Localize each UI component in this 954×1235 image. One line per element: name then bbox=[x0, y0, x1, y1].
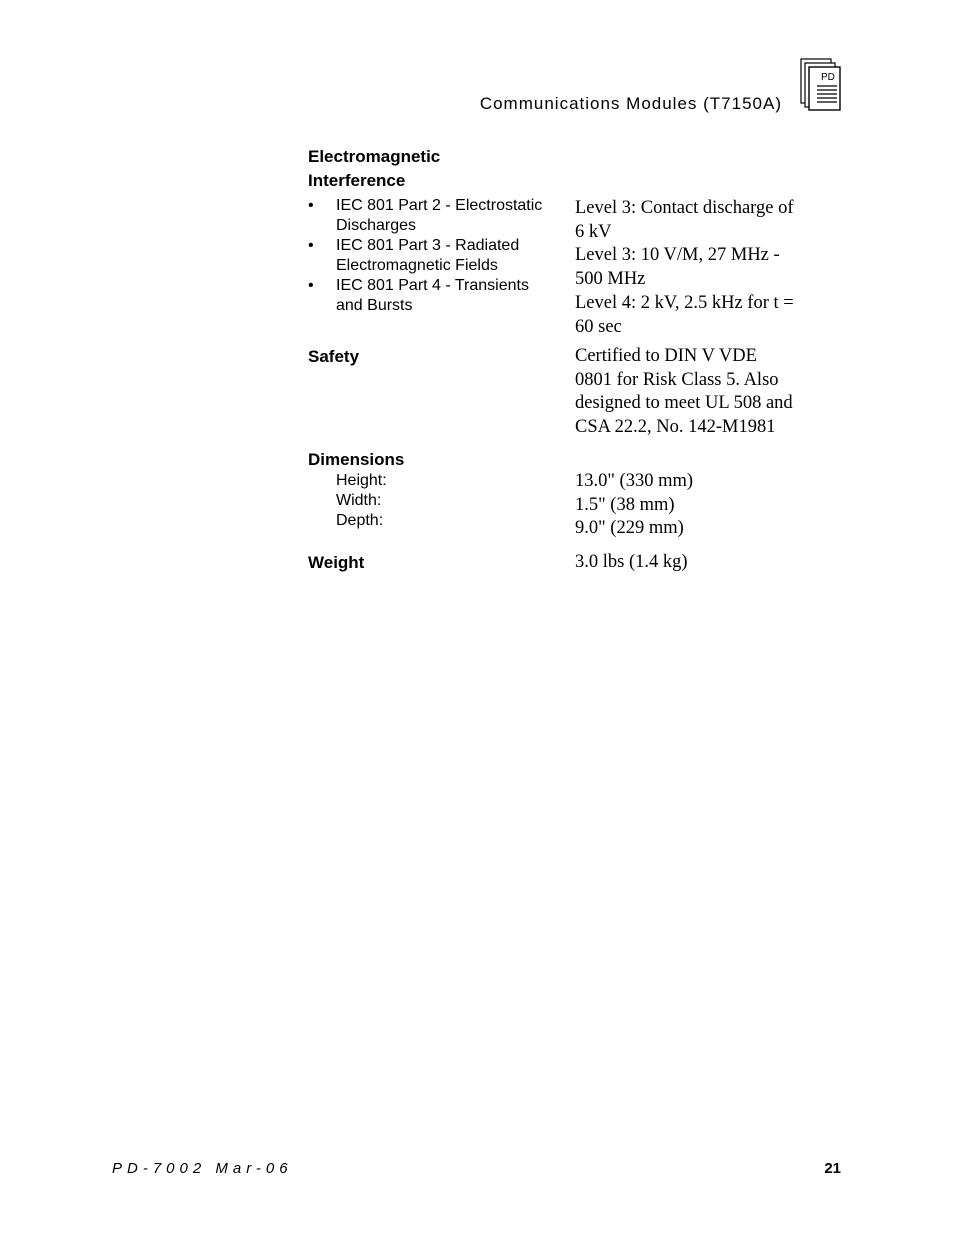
safety-value: Certified to DIN V VDE 0801 for Risk Class 5. Also designed to meet UL 508 and CSA 22.2, No. 142-M1981 bbox=[575, 346, 793, 437]
emi-item-3-value: Level 4: 2 kV, 2.5 kHz for t = 60 sec bbox=[575, 293, 794, 337]
footer-doc-id: PD-7002 Mar-06 bbox=[112, 1160, 293, 1177]
emi-bullet-1: • bbox=[308, 197, 314, 214]
emi-item-2-label: IEC 801 Part 3 - Radiated Electromagnetic Fields bbox=[336, 237, 520, 274]
emi-bullet-2: • bbox=[308, 237, 314, 254]
emi-item-1-label: IEC 801 Part 2 - Electrostatic Discharges bbox=[336, 197, 543, 234]
page-header-title: Communications Modules (T7150A) bbox=[479, 94, 782, 113]
pd-icon-label: PD bbox=[821, 72, 835, 83]
emi-heading: Electromagnetic Interference bbox=[308, 147, 441, 190]
dimensions-heading: Dimensions bbox=[308, 450, 405, 469]
dimension-height-label: Height: bbox=[336, 472, 387, 489]
dimension-depth-value: 9.0" (229 mm) bbox=[575, 518, 684, 538]
emi-item-2-value: Level 3: 10 V/M, 27 MHz - 500 MHz bbox=[575, 245, 780, 289]
dimension-width-label: Width: bbox=[336, 492, 382, 509]
dimension-width-value: 1.5" (38 mm) bbox=[575, 494, 675, 515]
emi-bullet-3: • bbox=[308, 277, 314, 294]
emi-item-1-value: Level 3: Contact discharge of 6 kV bbox=[575, 198, 794, 242]
dimension-depth-label: Depth: bbox=[336, 512, 384, 529]
weight-value: 3.0 lbs (1.4 kg) bbox=[575, 552, 688, 572]
dimensions-values bbox=[575, 470, 693, 541]
dimensions-labels bbox=[336, 471, 387, 531]
weight-heading: Weight bbox=[308, 553, 365, 572]
page-number: 21 bbox=[824, 1160, 841, 1177]
emi-item-3-label: IEC 801 Part 4 - Transients and Bursts bbox=[336, 277, 529, 314]
dimension-height-value: 13.0" (330 mm) bbox=[575, 471, 694, 491]
pd-document-icon bbox=[800, 58, 842, 112]
safety-heading: Safety bbox=[308, 347, 360, 366]
